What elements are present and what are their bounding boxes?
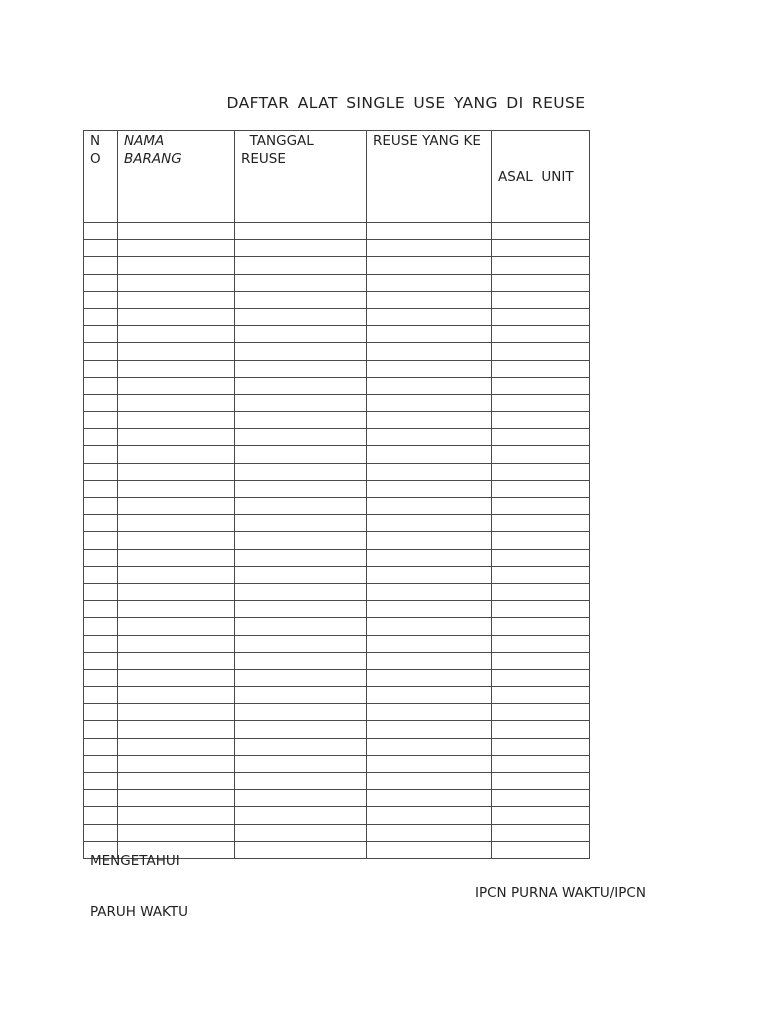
table-cell[interactable] — [367, 687, 492, 704]
table-row — [84, 618, 590, 635]
table-cell[interactable] — [84, 669, 118, 686]
table-cell[interactable] — [367, 360, 492, 377]
table-cell[interactable] — [235, 291, 367, 308]
table-row — [84, 326, 590, 343]
table-cell[interactable] — [118, 515, 235, 532]
table-cell[interactable] — [492, 841, 590, 858]
table-cell[interactable] — [235, 498, 367, 515]
table-cell[interactable] — [84, 583, 118, 600]
table-cell[interactable] — [118, 412, 235, 429]
table-cell[interactable] — [235, 790, 367, 807]
table-cell[interactable] — [367, 412, 492, 429]
table-cell[interactable] — [84, 704, 118, 721]
table-cell[interactable] — [235, 274, 367, 291]
table-cell[interactable] — [118, 704, 235, 721]
table-cell[interactable] — [118, 274, 235, 291]
table-row — [84, 773, 590, 790]
table-row — [84, 446, 590, 463]
table-cell[interactable] — [84, 463, 118, 480]
table-row — [84, 343, 590, 360]
table-cell[interactable] — [367, 532, 492, 549]
table-cell[interactable] — [118, 669, 235, 686]
table-cell[interactable] — [492, 343, 590, 360]
table-cell[interactable] — [235, 807, 367, 824]
footer-mengetahui: MENGETAHUI — [90, 853, 180, 869]
table-cell[interactable] — [118, 377, 235, 394]
table-cell[interactable] — [235, 480, 367, 497]
table-row — [84, 463, 590, 480]
table-cell[interactable] — [492, 291, 590, 308]
header-tanggal-line2: REUSE — [241, 151, 286, 167]
table-row — [84, 824, 590, 841]
table-cell[interactable] — [84, 498, 118, 515]
table-cell[interactable] — [492, 377, 590, 394]
table-cell[interactable] — [84, 721, 118, 738]
table-row — [84, 669, 590, 686]
table-cell[interactable] — [84, 532, 118, 549]
footer-paruh-waktu: PARUH WAKTU — [90, 904, 188, 920]
table-row — [84, 549, 590, 566]
table-cell[interactable] — [367, 549, 492, 566]
table-cell[interactable] — [367, 601, 492, 618]
table-cell[interactable] — [118, 429, 235, 446]
table-cell[interactable] — [84, 257, 118, 274]
table-cell[interactable] — [235, 532, 367, 549]
table-row — [84, 807, 590, 824]
table-row — [84, 687, 590, 704]
table-cell[interactable] — [492, 498, 590, 515]
table-cell[interactable] — [367, 377, 492, 394]
table-cell[interactable] — [492, 601, 590, 618]
table-cell[interactable] — [492, 807, 590, 824]
table-row — [84, 360, 590, 377]
table-row — [84, 704, 590, 721]
table-cell[interactable] — [235, 583, 367, 600]
table-cell[interactable] — [84, 601, 118, 618]
table-cell[interactable] — [84, 377, 118, 394]
footer-ipcn-purna-waktu: IPCN PURNA WAKTU/IPCN — [475, 885, 646, 901]
header-asal-unit — [492, 131, 590, 223]
table-row — [84, 308, 590, 325]
header-no-line1: N — [90, 133, 102, 149]
table-cell[interactable] — [118, 498, 235, 515]
table-cell[interactable] — [118, 240, 235, 257]
table-row — [84, 635, 590, 652]
table-cell[interactable] — [118, 721, 235, 738]
table-cell[interactable] — [367, 326, 492, 343]
table-cell[interactable] — [235, 223, 367, 240]
table-row — [84, 738, 590, 755]
table-cell[interactable] — [118, 343, 235, 360]
header-tanggal-reuse — [235, 131, 367, 223]
table-cell[interactable] — [367, 566, 492, 583]
table-cell[interactable] — [367, 635, 492, 652]
table-cell[interactable] — [492, 223, 590, 240]
table-cell[interactable] — [235, 652, 367, 669]
table-cell[interactable] — [492, 274, 590, 291]
header-reuse-yang-ke — [367, 131, 492, 223]
table-row — [84, 412, 590, 429]
table-cell[interactable] — [84, 223, 118, 240]
table-cell[interactable] — [118, 738, 235, 755]
header-tanggal-line1: TANGGAL — [241, 133, 314, 149]
table-cell[interactable] — [492, 566, 590, 583]
table-cell[interactable] — [118, 532, 235, 549]
table-cell[interactable] — [84, 291, 118, 308]
table-cell[interactable] — [235, 446, 367, 463]
table-cell[interactable] — [367, 257, 492, 274]
table-cell[interactable] — [492, 790, 590, 807]
header-no — [84, 131, 118, 223]
table-cell[interactable] — [84, 515, 118, 532]
table-cell[interactable] — [84, 652, 118, 669]
table-cell[interactable] — [492, 257, 590, 274]
table-cell[interactable] — [118, 618, 235, 635]
table-cell[interactable] — [84, 566, 118, 583]
table-cell[interactable] — [492, 480, 590, 497]
table-cell[interactable] — [367, 240, 492, 257]
table-cell[interactable] — [367, 429, 492, 446]
reuse-list-table — [83, 130, 590, 859]
table-cell[interactable] — [84, 343, 118, 360]
table-row — [84, 274, 590, 291]
table-cell[interactable] — [367, 807, 492, 824]
table-cell[interactable] — [84, 549, 118, 566]
table-cell[interactable] — [367, 773, 492, 790]
table-cell[interactable] — [492, 360, 590, 377]
table-cell[interactable] — [84, 274, 118, 291]
table-cell[interactable] — [118, 773, 235, 790]
table-cell[interactable] — [235, 618, 367, 635]
table-cell[interactable] — [367, 223, 492, 240]
header-reuse-line1: REUSE YANG KE — [373, 133, 481, 149]
table-cell[interactable] — [235, 773, 367, 790]
table-cell[interactable] — [118, 446, 235, 463]
table-cell[interactable] — [367, 274, 492, 291]
table-cell[interactable] — [492, 738, 590, 755]
table-cell[interactable] — [235, 257, 367, 274]
table-row — [84, 583, 590, 600]
table-cell[interactable] — [84, 308, 118, 325]
table-cell[interactable] — [118, 652, 235, 669]
table-row — [84, 429, 590, 446]
table-cell[interactable] — [492, 652, 590, 669]
table-cell[interactable] — [118, 566, 235, 583]
table-cell[interactable] — [118, 687, 235, 704]
table-cell[interactable] — [235, 463, 367, 480]
table-cell[interactable] — [367, 480, 492, 497]
table-cell[interactable] — [118, 583, 235, 600]
table-cell[interactable] — [118, 480, 235, 497]
table-cell[interactable] — [235, 704, 367, 721]
table-cell[interactable] — [492, 394, 590, 411]
table-row — [84, 394, 590, 411]
table-cell[interactable] — [492, 532, 590, 549]
table-row — [84, 223, 590, 240]
table-cell[interactable] — [84, 326, 118, 343]
table-row — [84, 566, 590, 583]
table-cell[interactable] — [235, 601, 367, 618]
table-cell[interactable] — [84, 738, 118, 755]
table-cell[interactable] — [84, 824, 118, 841]
table-cell[interactable] — [235, 308, 367, 325]
table-cell[interactable] — [492, 669, 590, 686]
header-asal-line1: ASAL UNIT — [498, 169, 574, 185]
table-cell[interactable] — [492, 824, 590, 841]
header-nama-line2: BARANG — [124, 151, 182, 167]
table-cell[interactable] — [84, 240, 118, 257]
table-cell[interactable] — [235, 824, 367, 841]
table-cell[interactable] — [84, 394, 118, 411]
table-cell[interactable] — [492, 515, 590, 532]
table-cell[interactable] — [118, 549, 235, 566]
table-row — [84, 532, 590, 549]
table-row — [84, 515, 590, 532]
table-row — [84, 377, 590, 394]
table-row — [84, 601, 590, 618]
table-cell[interactable] — [118, 790, 235, 807]
table-cell[interactable] — [235, 566, 367, 583]
table-cell[interactable] — [492, 687, 590, 704]
table-cell[interactable] — [84, 360, 118, 377]
table-row — [84, 257, 590, 274]
table-row — [84, 755, 590, 772]
table-cell[interactable] — [492, 463, 590, 480]
table-cell[interactable] — [492, 755, 590, 772]
table-cell[interactable] — [492, 721, 590, 738]
table-row — [84, 652, 590, 669]
table-cell[interactable] — [367, 704, 492, 721]
table-cell[interactable] — [367, 463, 492, 480]
table-row — [84, 480, 590, 497]
table-cell[interactable] — [367, 583, 492, 600]
table-cell[interactable] — [492, 308, 590, 325]
table-cell[interactable] — [118, 308, 235, 325]
document-title: DAFTAR ALAT SINGLE USE YANG DI REUSE — [226, 94, 586, 112]
table-cell[interactable] — [235, 669, 367, 686]
table-cell[interactable] — [235, 377, 367, 394]
table-cell[interactable] — [367, 394, 492, 411]
table-cell[interactable] — [367, 291, 492, 308]
table-cell[interactable] — [367, 738, 492, 755]
table-cell[interactable] — [118, 223, 235, 240]
table-cell[interactable] — [235, 360, 367, 377]
table-cell[interactable] — [492, 412, 590, 429]
table-cell[interactable] — [118, 394, 235, 411]
table-cell[interactable] — [84, 773, 118, 790]
table-cell[interactable] — [367, 824, 492, 841]
table-cell[interactable] — [118, 326, 235, 343]
table-cell[interactable] — [118, 601, 235, 618]
table-cell[interactable] — [235, 549, 367, 566]
header-no-line2: O — [90, 151, 102, 167]
table-cell[interactable] — [235, 394, 367, 411]
table-body — [84, 131, 590, 859]
table-cell[interactable] — [84, 446, 118, 463]
table-row — [84, 790, 590, 807]
table-cell[interactable] — [367, 755, 492, 772]
table-row — [84, 240, 590, 257]
table-header-row — [84, 131, 590, 223]
table-cell[interactable] — [367, 498, 492, 515]
table-cell[interactable] — [118, 463, 235, 480]
table-cell[interactable] — [118, 824, 235, 841]
table-cell[interactable] — [235, 515, 367, 532]
table-cell[interactable] — [492, 240, 590, 257]
table-cell[interactable] — [367, 343, 492, 360]
table-cell[interactable] — [492, 549, 590, 566]
table-cell[interactable] — [235, 429, 367, 446]
table-cell[interactable] — [235, 635, 367, 652]
table-cell[interactable] — [235, 343, 367, 360]
table-cell[interactable] — [367, 308, 492, 325]
table-cell[interactable] — [492, 446, 590, 463]
table-cell[interactable] — [84, 412, 118, 429]
table-cell[interactable] — [84, 618, 118, 635]
table-cell[interactable] — [367, 446, 492, 463]
table-cell[interactable] — [492, 618, 590, 635]
table-cell[interactable] — [118, 291, 235, 308]
header-nama-line1: NAMA — [124, 133, 165, 149]
table-cell[interactable] — [118, 257, 235, 274]
table-cell[interactable] — [235, 841, 367, 858]
table-cell[interactable] — [235, 326, 367, 343]
table-row — [84, 721, 590, 738]
table-cell[interactable] — [367, 721, 492, 738]
table-cell[interactable] — [492, 583, 590, 600]
table-cell[interactable] — [367, 515, 492, 532]
table-cell[interactable] — [118, 755, 235, 772]
table-cell[interactable] — [367, 790, 492, 807]
table-cell[interactable] — [492, 773, 590, 790]
table-cell[interactable] — [492, 635, 590, 652]
table-cell[interactable] — [235, 687, 367, 704]
table-cell[interactable] — [235, 240, 367, 257]
table-cell[interactable] — [84, 480, 118, 497]
table-cell[interactable] — [118, 360, 235, 377]
table-cell[interactable] — [84, 687, 118, 704]
table-cell[interactable] — [235, 412, 367, 429]
table-cell[interactable] — [118, 807, 235, 824]
table-cell[interactable] — [235, 721, 367, 738]
table-cell[interactable] — [492, 429, 590, 446]
table-cell[interactable] — [235, 755, 367, 772]
table-cell[interactable] — [84, 790, 118, 807]
table-cell[interactable] — [492, 326, 590, 343]
table-cell[interactable] — [367, 652, 492, 669]
table-cell[interactable] — [367, 669, 492, 686]
header-nama-barang — [118, 131, 235, 223]
table-cell[interactable] — [118, 635, 235, 652]
table-cell[interactable] — [84, 755, 118, 772]
table-row — [84, 498, 590, 515]
table-cell[interactable] — [367, 618, 492, 635]
table-cell[interactable] — [84, 635, 118, 652]
table-cell[interactable] — [84, 429, 118, 446]
table-cell[interactable] — [367, 841, 492, 858]
table-cell[interactable] — [235, 738, 367, 755]
table-cell[interactable] — [84, 807, 118, 824]
table-cell[interactable] — [492, 704, 590, 721]
table-row — [84, 291, 590, 308]
